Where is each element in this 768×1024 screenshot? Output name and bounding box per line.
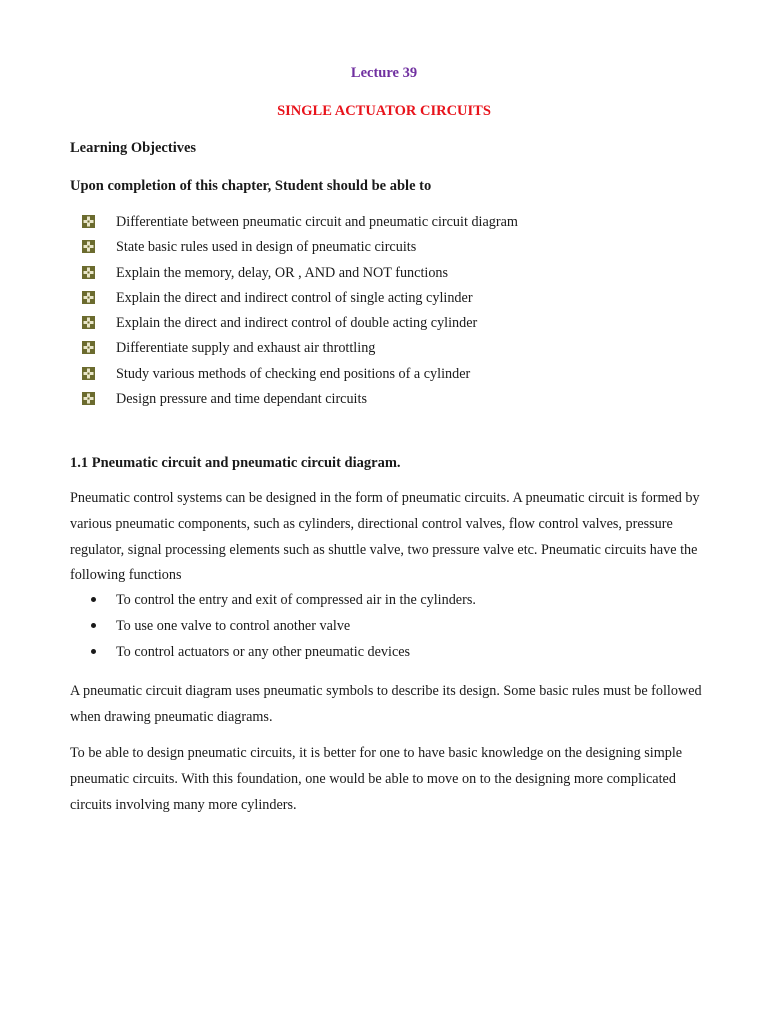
bullet-square-icon bbox=[82, 266, 95, 279]
functions-list bbox=[88, 589, 476, 667]
objective-item bbox=[80, 390, 518, 415]
function-item bbox=[88, 589, 476, 615]
bullet-dot-icon bbox=[91, 649, 96, 654]
bullet-square-icon bbox=[82, 291, 95, 304]
function-text: To control actuators or any other pneumatic devices bbox=[116, 644, 411, 660]
objective-text: Explain the direct and indirect control of double acting cylinder bbox=[116, 315, 478, 332]
objectives-list bbox=[80, 213, 518, 415]
objective-item bbox=[80, 238, 518, 263]
objective-item bbox=[80, 264, 518, 289]
bullet-square-icon bbox=[82, 215, 95, 228]
objective-item bbox=[80, 213, 518, 238]
completion-heading: Upon completion of this chapter, Student should be able to bbox=[70, 178, 432, 194]
objective-item bbox=[80, 314, 518, 339]
section-heading: 1.1 Pneumatic circuit and pneumatic circuit diagram. bbox=[70, 455, 401, 471]
diagram-paragraph: A pneumatic circuit diagram uses pneumatic symbols to describe its design. Some basic rules must be followed when drawing pneumatic diagrams. bbox=[70, 683, 702, 725]
lecture-number: Lecture 39 bbox=[350, 65, 418, 81]
bullet-square-icon bbox=[82, 392, 95, 405]
design-paragraph: To be able to design pneumatic circuits, it is better for one to have basic knowledge on the designing simple pneumatic circuits. With this foundation, one would be able to move on to the designing more complicated circuits involving many more cylinders. bbox=[70, 745, 683, 813]
bullet-dot-icon bbox=[91, 597, 96, 602]
bullet-square-icon bbox=[82, 316, 95, 329]
function-text: To control the entry and exit of compressed air in the cylinders. bbox=[116, 592, 476, 608]
objective-text: Explain the direct and indirect control of single acting cylinder bbox=[116, 289, 473, 306]
objective-item bbox=[80, 365, 518, 390]
objectives-heading: Learning Objectives bbox=[70, 140, 197, 156]
objective-text: Study various methods of checking end positions of a cylinder bbox=[116, 365, 471, 382]
function-item bbox=[88, 641, 476, 667]
objective-text: Explain the memory, delay, OR , AND and NOT functions bbox=[116, 264, 449, 281]
objective-item bbox=[80, 289, 518, 314]
chapter-title: SINGLE ACTUATOR CIRCUITS bbox=[277, 103, 491, 119]
function-text: To use one valve to control another valve bbox=[116, 618, 351, 634]
objective-text: Differentiate between pneumatic circuit and pneumatic circuit diagram bbox=[116, 214, 518, 230]
bullet-square-icon bbox=[82, 240, 95, 253]
bullet-square-icon bbox=[82, 341, 95, 354]
objective-text: Design pressure and time dependant circuits bbox=[116, 391, 367, 408]
objective-item bbox=[80, 339, 518, 364]
bullet-square-icon bbox=[82, 367, 95, 380]
objective-text: State basic rules used in design of pneumatic circuits bbox=[116, 239, 417, 256]
intro-paragraph: Pneumatic control systems can be designed in the form of pneumatic circuits. A pneumatic circuit is formed by various pneumatic components, such as cylinders, directional control valves, flow control valves, pressure regulator, signal processing elements such as shuttle valve, two pressure valve etc. Pneumatic circuits have the following functions bbox=[70, 490, 700, 584]
function-item bbox=[88, 615, 476, 641]
objective-text: Differentiate supply and exhaust air throttling bbox=[116, 340, 376, 357]
bullet-dot-icon bbox=[91, 623, 96, 628]
